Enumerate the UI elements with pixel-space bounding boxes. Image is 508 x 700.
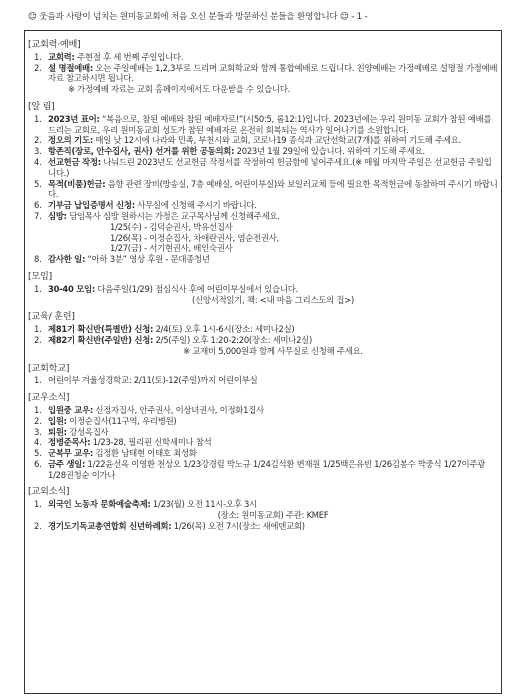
item-label: 외국인 노동자 문화예술축제: bbox=[48, 499, 151, 510]
item-text: 주현절 후 세 번째 주일입니다. bbox=[74, 51, 184, 62]
list-item bbox=[28, 146, 498, 157]
list-item bbox=[28, 335, 498, 346]
item-number: 3. bbox=[34, 146, 42, 157]
item-number: 7. bbox=[34, 210, 42, 221]
item-number: 1. bbox=[34, 51, 42, 62]
item-text: ※ 교재비 5,000원과 함께 사무실로 신청해 주세요. bbox=[183, 345, 363, 356]
list-item bbox=[28, 243, 498, 254]
item-label: 경기도기독교총연합회 신년하례회: bbox=[48, 520, 172, 531]
item-label: 퇴원: bbox=[48, 426, 67, 437]
item-number: 2. bbox=[34, 415, 42, 426]
item-text: 1/22윤선옥 이영환 천상오 1/23강경림 박노규 1/24김석환 변재원 1/25백은유빈 1/26김봉수 박중식 1/27이주광 1/28권청순 이가나 bbox=[48, 458, 486, 480]
item-number bbox=[34, 510, 48, 521]
item-label: 30-40 모임: bbox=[48, 283, 95, 294]
item-label: 항존직(장로, 안수집사, 권사) 선거를 위한 공동의회: bbox=[48, 146, 235, 157]
section-title: [모임] bbox=[28, 270, 52, 282]
item-label: 제81기 확신반(특별반) 신청: bbox=[48, 324, 154, 335]
item-text: 1/25(수) - 김덕순권사, 박유선집사 bbox=[110, 221, 233, 232]
item-number bbox=[34, 84, 48, 95]
list-item bbox=[28, 437, 498, 448]
item-text: 2/4(토) 오후 1시-6시(장소: 세미나2실) bbox=[153, 324, 295, 335]
list-item bbox=[28, 346, 498, 357]
section bbox=[28, 487, 498, 531]
section-title: [교육/ 훈련] bbox=[28, 311, 75, 323]
item-label: 입원중 교우: bbox=[48, 404, 93, 415]
item-number: 2. bbox=[34, 135, 42, 146]
item-label: 2023년 표어: bbox=[48, 113, 100, 124]
item-number: 1. bbox=[34, 283, 42, 294]
item-number: 2. bbox=[34, 520, 42, 531]
item-number bbox=[34, 346, 48, 357]
item-text: 어린이부 겨울성경학교: 2/11(토)-12(주일)까지 어린이부실 bbox=[48, 375, 258, 386]
list-item bbox=[28, 427, 498, 438]
item-text: 2/5(주일) 오후 1:20-2:20(장소: 세미나2실) bbox=[153, 334, 313, 345]
section bbox=[28, 364, 498, 387]
list-item bbox=[28, 254, 498, 265]
list-item bbox=[28, 295, 498, 306]
list-item bbox=[28, 233, 498, 244]
list-item bbox=[28, 499, 498, 510]
item-label: 기부금 납입증명서 신청: bbox=[48, 200, 135, 211]
list-item bbox=[28, 222, 498, 233]
list-item bbox=[28, 211, 498, 222]
item-number: 2. bbox=[34, 62, 42, 73]
page-header: ☺ 웃음과 사랑이 넘치는 원미동교회에 처음 오신 분들과 방문하신 분들을 환영합니다 ☺ - 1 - bbox=[28, 12, 368, 22]
item-text: 음향 관련 장비(방송실, 7층 예배실, 어린이부실)와 보일러교체 등에 필요한 목적헌금에 동참하여 주시기 바랍니다. bbox=[48, 178, 498, 200]
item-text: ※ 가정예배 자료는 교회 홈페이지에서도 다운받을 수 있습니다. bbox=[68, 84, 291, 95]
item-label: 목적(비품)헌금: bbox=[48, 178, 106, 189]
list-item bbox=[28, 521, 498, 532]
item-label: 정오의 기도: bbox=[48, 135, 93, 146]
section bbox=[28, 312, 498, 356]
list-item bbox=[28, 284, 498, 295]
list-item bbox=[28, 135, 498, 146]
item-text: 이정순집사(11구역, 우리병원) bbox=[66, 415, 177, 426]
item-text: 1/26(목) - 이정순집사, 차애란권사, 염순전권사, bbox=[110, 232, 279, 243]
item-label: 금주 생일: bbox=[48, 458, 86, 469]
list-item bbox=[28, 459, 498, 481]
item-label: 교회력: bbox=[48, 51, 75, 62]
list-item bbox=[28, 114, 498, 136]
item-label: 군복무 교우: bbox=[48, 448, 93, 459]
item-text: 신정자집사, 안주권사, 이상녀권사, 이정화1집사 bbox=[92, 404, 264, 415]
item-number: 6. bbox=[34, 458, 42, 469]
item-text: “아하 3분” 영상 후원 - 문대종청년 bbox=[85, 254, 210, 265]
list-item bbox=[28, 157, 498, 179]
item-text: (신앙서적읽기, 책: <내 마음 그리스도의 집>) bbox=[191, 294, 355, 305]
item-text: 다음주일(1/29) 점심식사 후에 어린이부실에서 있습니다. bbox=[94, 283, 298, 294]
item-label: 정병준목사: bbox=[48, 437, 91, 448]
item-number: 4. bbox=[34, 437, 42, 448]
item-text: 담임목사 심방 원하시는 가정은 교구목사님께 신청해주세요. bbox=[66, 210, 280, 221]
section bbox=[28, 102, 498, 265]
section-title: [교외소식] bbox=[28, 486, 70, 498]
item-label: 설 명절예배: bbox=[48, 62, 93, 73]
item-number: 6. bbox=[34, 200, 42, 211]
list-item bbox=[28, 52, 498, 63]
item-number: 5. bbox=[34, 178, 42, 189]
section bbox=[28, 40, 498, 95]
list-item bbox=[28, 200, 498, 211]
item-text: 1/26(목) 오전 7시(장소: 새에덴교회) bbox=[171, 520, 305, 531]
item-text: 1/23(월) 오전 11시-오후 3시 bbox=[150, 499, 257, 510]
item-text: 나눠드린 2023년도 선교헌금 작정서를 작정하여 헌금함에 넣어주세요.(※ 매월 마지막 주일은 선교헌금 주일입니다.) bbox=[48, 156, 492, 178]
list-item bbox=[28, 84, 498, 95]
item-number bbox=[34, 222, 48, 233]
item-number: 1. bbox=[34, 404, 42, 415]
section bbox=[28, 393, 498, 480]
item-label: 감사한 일: bbox=[48, 254, 86, 265]
item-text: 김정환 남태현 이태호 최성화 bbox=[92, 448, 197, 459]
item-text: (장소: 원미동교회) 주관: KMEF bbox=[217, 510, 329, 521]
list-item bbox=[28, 375, 498, 386]
item-number bbox=[34, 295, 48, 306]
item-text: 오는 주일예배는 1,2,3부로 드리며 교회학교와 함께 통합예배로 드립니다. 친양예배는 가정예배로 설명절 가정예배 자료 참고하시면 됩니다. bbox=[48, 62, 498, 84]
item-label: 선교헌금 작정: bbox=[48, 156, 101, 167]
item-text: “복음으로, 참된 예배와 참된 예배자로!”(시50:5, 롬12:1)입니다. 2023년에는 우리 원미동 교회가 참된 예배를 드리는 교회로, 우리 원미동교회 성도가 참된 예배자로 온전히 회복되는 역사가 일어나기를 소원합니다. bbox=[48, 113, 492, 135]
item-number: 1. bbox=[34, 499, 42, 510]
item-text: 강성옥집사 bbox=[66, 426, 109, 437]
item-number: 1. bbox=[34, 324, 42, 335]
list-item bbox=[28, 416, 498, 427]
section bbox=[28, 272, 498, 305]
section-title: [교우소식] bbox=[28, 392, 70, 404]
list-item bbox=[28, 324, 498, 335]
item-number: 5. bbox=[34, 448, 42, 459]
item-text: 1/27(금) - 서기현권사, 배인숙권사 bbox=[110, 243, 233, 254]
item-text: 2023년 1월 29일에 있습니다. 위하여 기도해 주세요. bbox=[234, 146, 425, 157]
list-item bbox=[28, 448, 498, 459]
item-number bbox=[34, 233, 48, 244]
item-number: 1. bbox=[34, 375, 42, 386]
item-text: 사무실에 신청해 주시기 바랍니다. bbox=[134, 200, 257, 211]
item-text: 1/23-28, 필리핀 신학세미나 참석 bbox=[90, 437, 212, 448]
section-title: [교회력·예배] bbox=[28, 39, 81, 50]
item-number: 8. bbox=[34, 254, 42, 265]
item-text: 매일 낮 12시에 나라와 민족, 부천시와 교회, 코로나19 종식과 교단선학교(7개)를 위하여 기도해 주세요. bbox=[92, 135, 461, 146]
item-number: 2. bbox=[34, 334, 42, 345]
list-item bbox=[28, 405, 498, 416]
item-number: 1. bbox=[34, 113, 42, 124]
item-label: 심방: bbox=[48, 210, 67, 221]
bulletin-content bbox=[28, 40, 498, 539]
list-item bbox=[28, 63, 498, 85]
section-title: [교회학교] bbox=[28, 362, 70, 374]
item-label: 제82기 확신반(주일반) 신청: bbox=[48, 334, 154, 345]
item-number: 4. bbox=[34, 156, 42, 167]
list-item bbox=[28, 510, 498, 521]
list-item bbox=[28, 179, 498, 201]
item-number: 3. bbox=[34, 426, 42, 437]
section-title: [알 림] bbox=[28, 100, 55, 112]
item-label: 입원: bbox=[48, 415, 67, 426]
item-number bbox=[34, 243, 48, 254]
